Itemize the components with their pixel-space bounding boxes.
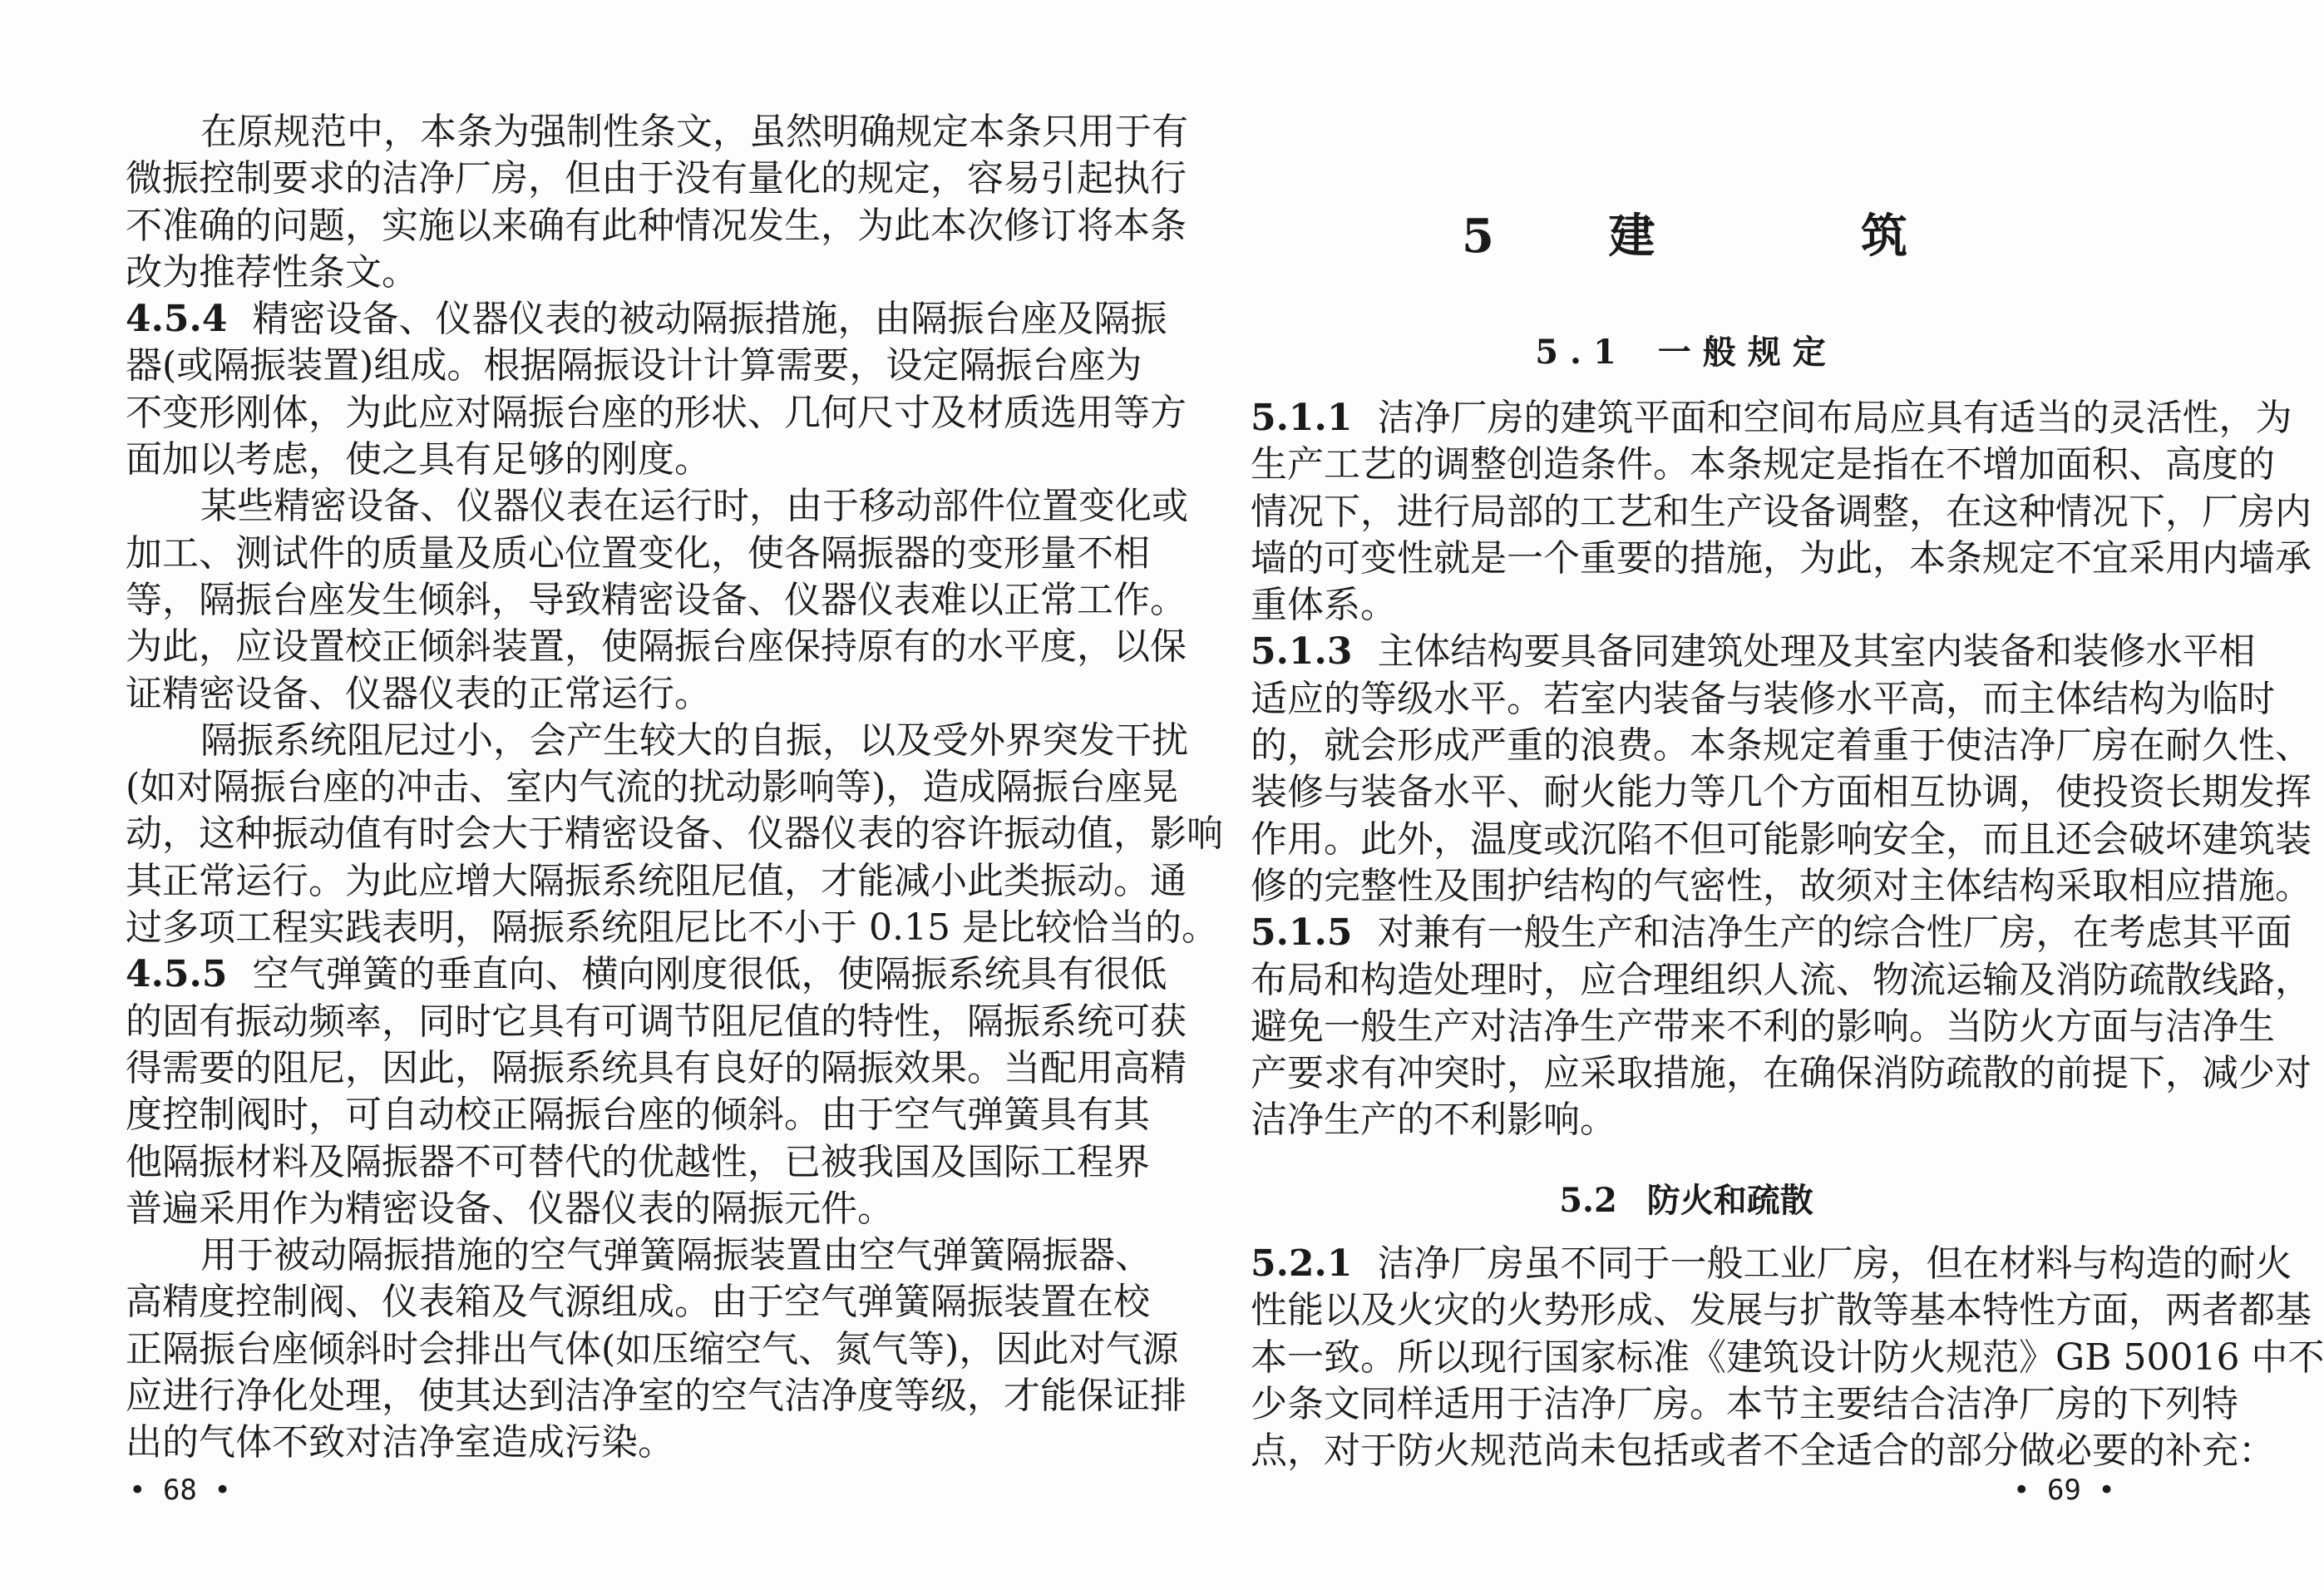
text-line [126, 109, 1188, 156]
line-text: 避免一般生产对洁净生产带来不利的影响。当防火方面与洁净生 [1251, 1005, 2275, 1048]
chapter-title-part: 建 [1608, 209, 1659, 264]
paragraph [126, 1232, 1187, 1466]
line-text: 过多项工程实践表明，隔振系统阻尼比不小于 0.15 是比较恰当的。 [126, 906, 1218, 950]
line-text: 主体结构要具备同建筑处理及其室内装备和装修水平相 [1377, 630, 2256, 674]
text-line [126, 249, 989, 296]
text-line [126, 1045, 1187, 1092]
line-text: (如对隔振台座的冲击、室内气流的扰动影响等)，造成隔振台座晃 [126, 766, 1179, 809]
text-line [126, 1279, 1150, 1326]
chapter-number: 5 [1462, 209, 1498, 264]
text-line [126, 437, 989, 483]
line-text: 洁净厂房的建筑平面和空间布局应具有适当的灵活性，为 [1377, 397, 2292, 439]
paragraph [126, 483, 1188, 717]
line-text: 某些精密设备、仪器仪表在运行时，由于移动部件位置变化或 [200, 485, 1188, 528]
line-text: 作用。此外，温度或沉陷不但可能影响安全，而且还会破坏建筑装 [1251, 817, 2312, 861]
section-number: 5.2 [1559, 1181, 1617, 1220]
text-line [126, 1139, 1150, 1186]
line-text: 改为推荐性条文。 [126, 250, 418, 294]
paragraph [126, 109, 1188, 296]
text-line [1251, 769, 2312, 816]
text-line [1251, 536, 2312, 582]
line-text: 少条文同样适用于洁净厂房。本节主要结合洁净厂房的下列特 [1251, 1382, 2238, 1425]
text-line [126, 1232, 1152, 1279]
line-text: 为此，应设置校正倾斜装置，使隔振台座保持原有的水平度，以保 [126, 625, 1187, 669]
clause-5-1-3 [1251, 629, 2312, 910]
clause-5-1-5 [1251, 910, 2312, 1143]
line-text: 洁净生产的不利影响。 [1251, 1099, 1616, 1142]
section-body [1251, 395, 2312, 1144]
line-text: 其正常运行。为此应增大隔振系统阻尼值，才能减小此类振动。通 [126, 859, 1187, 902]
text-line [1251, 1241, 2292, 1287]
clause-4-5-5 [126, 951, 1187, 1232]
text-line [126, 951, 1167, 998]
line-text: 高精度控制阀、仪表箱及气源组成。由于空气弹簧隔振装置在校 [126, 1281, 1150, 1324]
clause-number: 4.5.5 [126, 953, 228, 996]
line-text: 在原规范中，本条为强制性条文，虽然明确规定本条只用于有 [200, 111, 1188, 153]
text-line [126, 1373, 1187, 1420]
left-page-body [126, 109, 1223, 1467]
text-line [1251, 1287, 2312, 1334]
line-text: 度控制阀时，可自动校正隔振台座的倾斜。由于空气弹簧具有其 [126, 1094, 1150, 1137]
line-text: 本一致。所以现行国家标准《建筑设计防火规范》GB 50016 中不 [1251, 1336, 2324, 1379]
page-number: • 69 • [2013, 1474, 2115, 1507]
right-page [1124, 0, 2324, 1590]
text-line [126, 1420, 989, 1466]
line-text: 他隔振材料及隔振器不可替代的优越性，已被我国及国际工程界 [126, 1140, 1150, 1183]
text-line [126, 1326, 1179, 1373]
section-body [1251, 1241, 2324, 1474]
text-line [1251, 489, 2312, 536]
line-text: 对兼有一般生产和洁净生产的综合性厂房，在考虑其平面 [1377, 911, 2292, 955]
clause-number: 5.1.5 [1251, 911, 1353, 955]
line-text: 精密设备、仪器仪表的被动隔振措施，由隔振台座及隔振 [252, 298, 1167, 341]
paragraph [126, 718, 1223, 951]
text-line [1251, 817, 2312, 863]
text-line [1251, 910, 2292, 956]
text-line [1251, 1004, 2275, 1050]
text-line [126, 296, 1167, 343]
text-line [1251, 1381, 2238, 1428]
line-text: 微振控制要求的洁净厂房，但由于没有量化的规定，容易引起执行 [126, 157, 1187, 200]
line-text: 用于被动隔振措施的空气弹簧隔振装置由空气弹簧隔振器、 [200, 1234, 1152, 1277]
line-text: 的固有振动频率，同时它具有可调节阻尼值的特性，隔振系统可获 [126, 1000, 1187, 1043]
line-text: 产要求有冲突时，应采取措施，在确保消防疏散的前提下，减少对 [1251, 1052, 2312, 1095]
text-line [126, 718, 1188, 764]
text-line [1251, 1335, 2324, 1381]
text-line [126, 905, 1218, 951]
line-text: 面加以考虑，使之具有足够的刚度。 [126, 438, 711, 481]
line-text: 不变形刚体，为此应对隔振台座的形状、几何尺寸及材质选用等方 [126, 391, 1187, 434]
section-title: 一般规定 [1657, 333, 1838, 372]
text-line [126, 1092, 1150, 1138]
line-text: 正隔振台座倾斜时会排出气体(如压缩空气、氮气等)，因此对气源 [126, 1327, 1179, 1370]
line-text: 墙的可变性就是一个重要的措施，为此，本条规定不宜采用内墙承 [1251, 536, 2312, 580]
text-line [126, 858, 1187, 905]
line-text: 装修与装备水平、耐火能力等几个方面相互协调，使投资长期发挥 [1251, 771, 2312, 814]
text-line [126, 483, 1188, 530]
text-line [1251, 629, 2256, 675]
line-text: 不准确的问题，实施以来确有此种情况发生，为此本次修订将本条 [126, 204, 1187, 247]
line-text: 洁净厂房虽不同于一般工业厂房，但在材料与构造的耐火 [1377, 1242, 2292, 1285]
clause-5-1-1 [1251, 395, 2312, 629]
text-line [1251, 395, 2292, 442]
text-line [1251, 1050, 2312, 1097]
line-text: 生产工艺的调整创造条件。本条规定是指在不增加面积、高度的 [1251, 443, 2275, 486]
text-line [126, 531, 1150, 577]
line-text: 普遍采用作为精密设备、仪器仪表的隔振元件。 [126, 1187, 894, 1230]
text-line [126, 577, 1187, 624]
line-text: 器(或隔振装置)组成。根据隔振设计计算需要，设定隔振台座为 [126, 344, 1142, 388]
text-line [1251, 582, 2112, 629]
text-line [126, 1186, 989, 1232]
clause-number: 5.2.1 [1251, 1242, 1353, 1285]
line-text: 重体系。 [1251, 584, 1397, 627]
text-line [126, 999, 1187, 1045]
text-line [1251, 1428, 2275, 1474]
text-line [1251, 1097, 2112, 1143]
clause-number: 5.1.1 [1251, 397, 1353, 439]
text-line [126, 624, 1187, 670]
line-text: 加工、测试件的质量及质心位置变化，使各隔振器的变形量不相 [126, 531, 1150, 575]
text-line [126, 390, 1187, 437]
text-line [1251, 723, 2312, 769]
section-heading [1124, 1174, 2248, 1222]
section-title: 防火和疏散 [1646, 1181, 1813, 1220]
text-line [1251, 957, 2312, 1004]
line-text: 性能以及火灾的火势形成、发展与扩散等基本特性方面，两者都基 [1251, 1289, 2312, 1332]
text-line [1251, 863, 2312, 910]
chapter-heading [1124, 200, 2248, 266]
line-text: 隔振系统阻尼过小，会产生较大的自振，以及受外界突发干扰 [200, 718, 1188, 762]
text-line [1251, 442, 2275, 488]
line-text: 情况下，进行局部的工艺和生产设备调整，在这种情况下，厂房内 [1251, 490, 2312, 533]
line-text: 适应的等级水平。若室内装备与装修水平高，而主体结构为临时 [1251, 677, 2275, 720]
text-line [126, 811, 1223, 857]
text-line [126, 203, 1187, 249]
text-line [126, 343, 1142, 389]
text-line [1251, 676, 2275, 723]
clause-number: 4.5.4 [126, 298, 228, 341]
clause-5-2-1 [1251, 1241, 2324, 1474]
clause-4-5-4 [126, 296, 1187, 483]
page-number: • 68 • [129, 1474, 231, 1507]
line-text: 修的完整性及围护结构的气密性，故须对主体结构采取相应措施。 [1251, 864, 2312, 907]
section-heading [1124, 326, 2248, 373]
line-text: 证精密设备、仪器仪表的正常运行。 [126, 672, 711, 715]
line-text: 空气弹簧的垂直向、横向刚度很低，使隔振系统具有很低 [252, 953, 1167, 996]
line-text: 点，对于防火规范尚未包括或者不全适合的部分做必要的补充： [1251, 1430, 2275, 1473]
line-text: 布局和构造处理时，应合理组织人流、物流运输及消防疏散线路， [1251, 958, 2312, 1001]
text-line [126, 764, 1179, 811]
clause-number: 5.1.3 [1251, 630, 1353, 674]
line-text: 应进行净化处理，使其达到洁净室的空气洁净度等级，才能保证排 [126, 1375, 1187, 1418]
line-text: 等，隔振台座发生倾斜，导致精密设备、仪器仪表难以正常工作。 [126, 578, 1187, 621]
line-text: 出的气体不致对洁净室造成污染。 [126, 1421, 674, 1464]
line-text: 的，就会形成严重的浪费。本条规定着重于使洁净厂房在耐久性、 [1251, 724, 2312, 768]
chapter-title-part: 筑 [1860, 209, 1911, 264]
line-text: 动，这种振动值有时会大于精密设备、仪器仪表的容许振动值，影响 [126, 812, 1223, 856]
line-text: 得需要的阻尼，因此，隔振系统具有良好的隔振效果。当配用高精 [126, 1046, 1187, 1089]
section-number: 5.1 [1535, 333, 1628, 372]
text-line [126, 156, 1187, 202]
text-line [126, 671, 989, 718]
